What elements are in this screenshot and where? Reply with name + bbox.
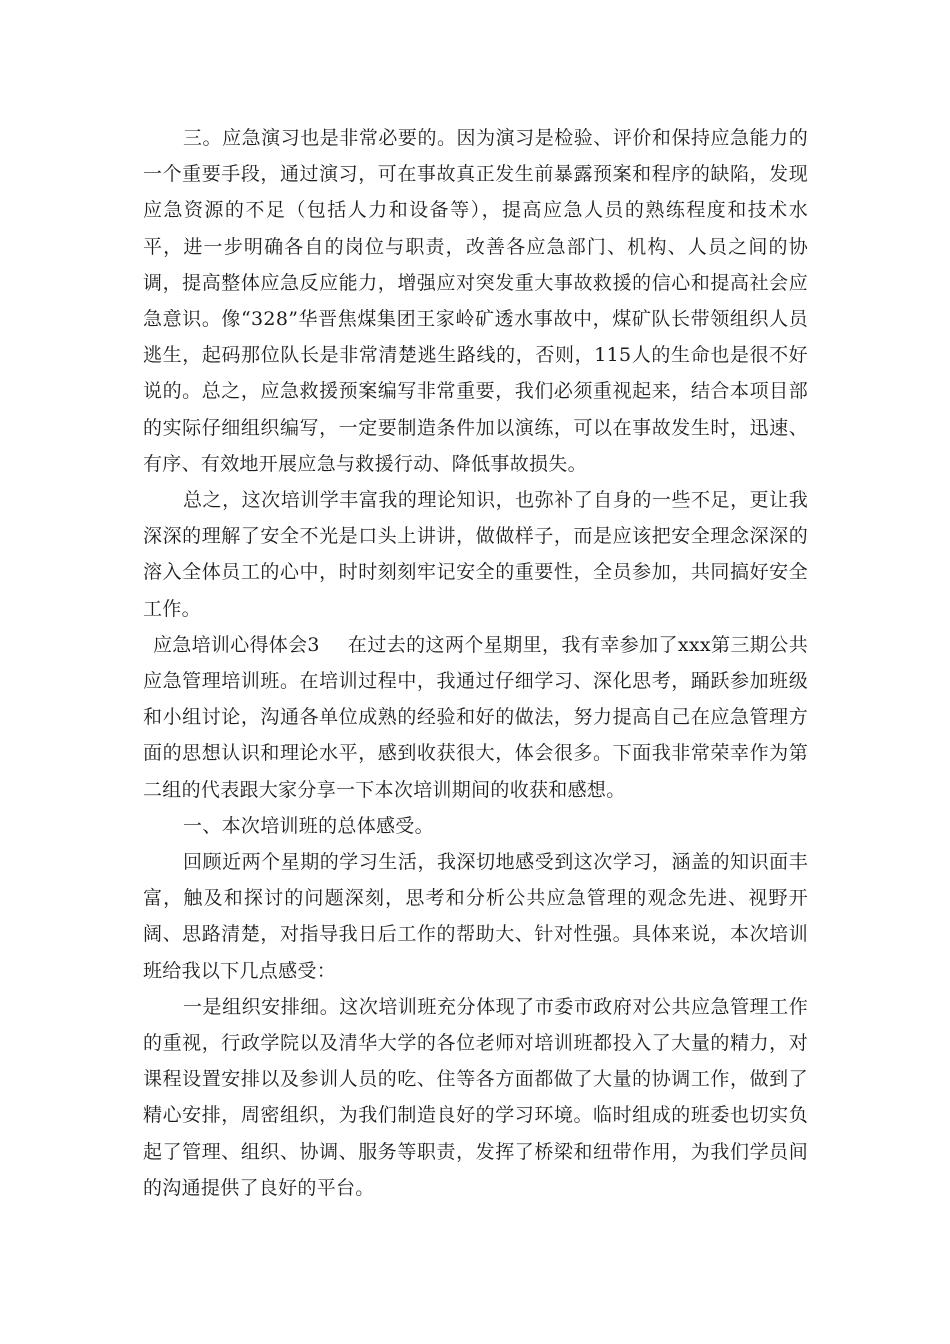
section-title: 应急培训心得体会3 bbox=[153, 633, 320, 656]
paragraph-emergency-drill: 三。应急演习也是非常必要的。因为演习是检验、评价和保持应急能力的一个重要手段，通过演习，可在事故真正发生前暴露预案和程序的缺陷，发现应急资源的不足（包括人力和设备等），提高应急人员的熟练程度和技术水平，进一步明确各自的岗位与职责，改善各应急部门、机构、人员之间的协调，提高整体应急反应能力，增强应对突发重大事故救援的信心和提高社会应急意识。像“328”华晋焦煤集团王家岭矿透水事故中，煤矿队长带领组织人员逃生，起码那位队长是非常清楚逃生路线的，否则，115人的生命也是很不好说的。总之，应急救援预案编写非常重要，我们必须重视起来，结合本项目部的实际仔细组织编写，一定要制造条件加以演练，可以在事故发生时，迅速、有序、有效地开展应急与救援行动、降低事故损失。 bbox=[143, 127, 808, 475]
subheading-overall-impression: 一、本次培训班的总体感受。 bbox=[183, 814, 434, 837]
paragraph-review: 回顾近两个星期的学习生活，我深切地感受到这次学习，涵盖的知识面丰富，触及和探讨的问题深刻，思考和分析公共应急管理的观念先进、视野开阔、思路清楚，对指导我日后工作的帮助大、针对性强。具体来说，本次培训班给我以下几点感受： bbox=[143, 851, 808, 982]
paragraph-organization: 一是组织安排细。这次培训班充分体现了市委市政府对公共应急管理工作的重视，行政学院以及清华大学的各位老师对培训班都投入了大量的精力，对课程设置安排以及参训人员的吃、住等各方面都做了大量的协调工作，做到了精心安排，周密组织，为我们制造良好的学习环境。临时组成的班委也切实负起了管理、组织、协调、服务等职责，发挥了桥梁和纽带作用，为我们学员间的沟通提供了良好的平台。 bbox=[143, 995, 808, 1199]
document-body bbox=[143, 120, 808, 1206]
section-3-intro-paragraph bbox=[143, 627, 808, 808]
section-intro-text: 在过去的这两个星期里，我有幸参加了xxx第三期公共应急管理培训班。在培训过程中，我通过仔细学习、深化思考，踊跃参加班级和小组讨论，沟通各单位成熟的经验和好的做法，努力提高自己在应急管理方面的思想认识和理论水平，感到收获很大，体会很多。下面我非常荣幸作为第二组的代表跟大家分享一下本次培训期间的收获和感想。 bbox=[143, 633, 808, 801]
paragraph-summary: 总之，这次培训学丰富我的理论知识，也弥补了自身的一些不足，更让我深深的理解了安全不光是口头上讲讲，做做样子，而是应该把安全理念深深的溶入全体员工的心中，时时刻刻牢记安全的重要性，全员参加，共同搞好安全工作。 bbox=[143, 489, 808, 620]
